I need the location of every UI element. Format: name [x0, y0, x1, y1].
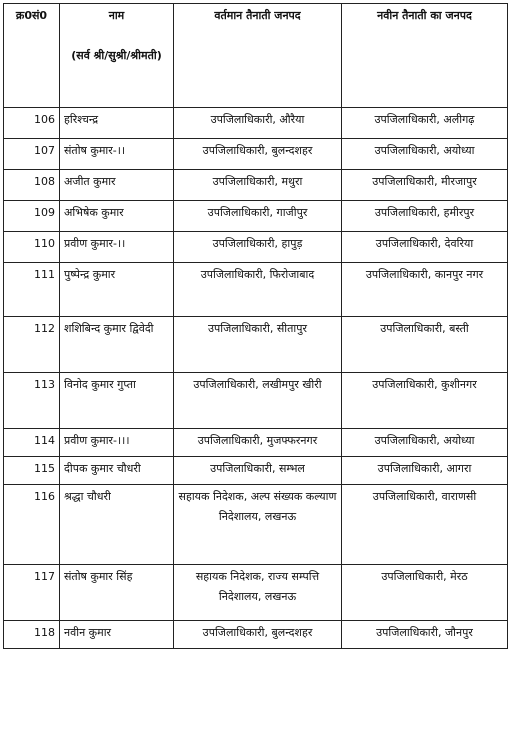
- row-new: उपजिलाधिकारी, आगरा: [342, 457, 508, 485]
- table-row: [4, 201, 508, 232]
- row-serial: 113: [4, 373, 60, 429]
- table-row: [4, 429, 508, 457]
- table-row: [4, 263, 508, 317]
- row-new: उपजिलाधिकारी, हमीरपुर: [342, 201, 508, 232]
- row-serial: 114: [4, 429, 60, 457]
- row-new: उपजिलाधिकारी, कानपुर नगर: [342, 263, 508, 317]
- row-new: उपजिलाधिकारी, मीरजापुर: [342, 170, 508, 201]
- table-row: [4, 565, 508, 621]
- row-new: उपजिलाधिकारी, अलीगढ़: [342, 108, 508, 139]
- header-serial: क्र0सं0: [4, 4, 60, 108]
- table-row: [4, 108, 508, 139]
- row-name: संतोष कुमार-।।: [60, 139, 174, 170]
- row-serial: 117: [4, 565, 60, 621]
- row-name: श्रद्धा चौधरी: [60, 485, 174, 565]
- transfer-table-container: [3, 3, 508, 649]
- table-row: [4, 232, 508, 263]
- row-name: हरिश्चन्द्र: [60, 108, 174, 139]
- row-name: नवीन कुमार: [60, 621, 174, 649]
- table-header-row: [4, 4, 508, 108]
- row-current: सहायक निदेशक, राज्य सम्पत्ति निदेशालय, लखनऊ: [174, 565, 342, 621]
- row-serial: 110: [4, 232, 60, 263]
- row-new: उपजिलाधिकारी, वाराणसी: [342, 485, 508, 565]
- row-current: उपजिलाधिकारी, सीतापुर: [174, 317, 342, 373]
- row-serial: 112: [4, 317, 60, 373]
- row-name: दीपक कुमार चौधरी: [60, 457, 174, 485]
- table-row: [4, 485, 508, 565]
- table-row: [4, 457, 508, 485]
- row-current: उपजिलाधिकारी, बुलन्दशहर: [174, 139, 342, 170]
- table-row: [4, 139, 508, 170]
- row-current: सहायक निदेशक, अल्प संख्यक कल्याण निदेशालय, लखनऊ: [174, 485, 342, 565]
- row-current: उपजिलाधिकारी, मथुरा: [174, 170, 342, 201]
- row-current: उपजिलाधिकारी, फिरोजाबाद: [174, 263, 342, 317]
- row-serial: 111: [4, 263, 60, 317]
- row-name: प्रवीण कुमार-।।।: [60, 429, 174, 457]
- row-new: उपजिलाधिकारी, बस्ती: [342, 317, 508, 373]
- row-serial: 116: [4, 485, 60, 565]
- header-name-label: नाम: [108, 9, 125, 22]
- row-serial: 108: [4, 170, 60, 201]
- table-row: [4, 373, 508, 429]
- row-current: उपजिलाधिकारी, बुलन्दशहर: [174, 621, 342, 649]
- row-new: उपजिलाधिकारी, कुशीनगर: [342, 373, 508, 429]
- header-current-posting: वर्तमान तैनाती जनपद: [174, 4, 342, 108]
- row-name: शशिबिन्द कुमार द्विवेदी: [60, 317, 174, 373]
- row-new: उपजिलाधिकारी, मेरठ: [342, 565, 508, 621]
- row-serial: 106: [4, 108, 60, 139]
- row-new: उपजिलाधिकारी, अयोध्या: [342, 139, 508, 170]
- row-serial: 118: [4, 621, 60, 649]
- row-name: पुष्पेन्द्र कुमार: [60, 263, 174, 317]
- transfer-table: [3, 3, 508, 649]
- row-new: उपजिलाधिकारी, अयोध्या: [342, 429, 508, 457]
- row-serial: 107: [4, 139, 60, 170]
- row-current: उपजिलाधिकारी, मुजफ्फरनगर: [174, 429, 342, 457]
- row-name: संतोष कुमार सिंह: [60, 565, 174, 621]
- row-current: उपजिलाधिकारी, सम्भल: [174, 457, 342, 485]
- table-row: [4, 170, 508, 201]
- table-row: [4, 317, 508, 373]
- row-current: उपजिलाधिकारी, गाजीपुर: [174, 201, 342, 232]
- row-current: उपजिलाधिकारी, हापुड़: [174, 232, 342, 263]
- row-name: अभिषेक कुमार: [60, 201, 174, 232]
- row-name: अजीत कुमार: [60, 170, 174, 201]
- row-name: प्रवीण कुमार-।।: [60, 232, 174, 263]
- header-new-posting: नवीन तैनाती का जनपद: [342, 4, 508, 108]
- header-name-subtitle: (सर्व श्री/सुश्री/श्रीमती): [71, 49, 162, 62]
- row-serial: 109: [4, 201, 60, 232]
- row-current: उपजिलाधिकारी, लखीमपुर खीरी: [174, 373, 342, 429]
- header-name: [60, 4, 174, 108]
- row-serial: 115: [4, 457, 60, 485]
- row-new: उपजिलाधिकारी, देवरिया: [342, 232, 508, 263]
- row-current: उपजिलाधिकारी, औरैया: [174, 108, 342, 139]
- row-new: उपजिलाधिकारी, जौनपुर: [342, 621, 508, 649]
- table-row: [4, 621, 508, 649]
- row-name: विनोद कुमार गुप्ता: [60, 373, 174, 429]
